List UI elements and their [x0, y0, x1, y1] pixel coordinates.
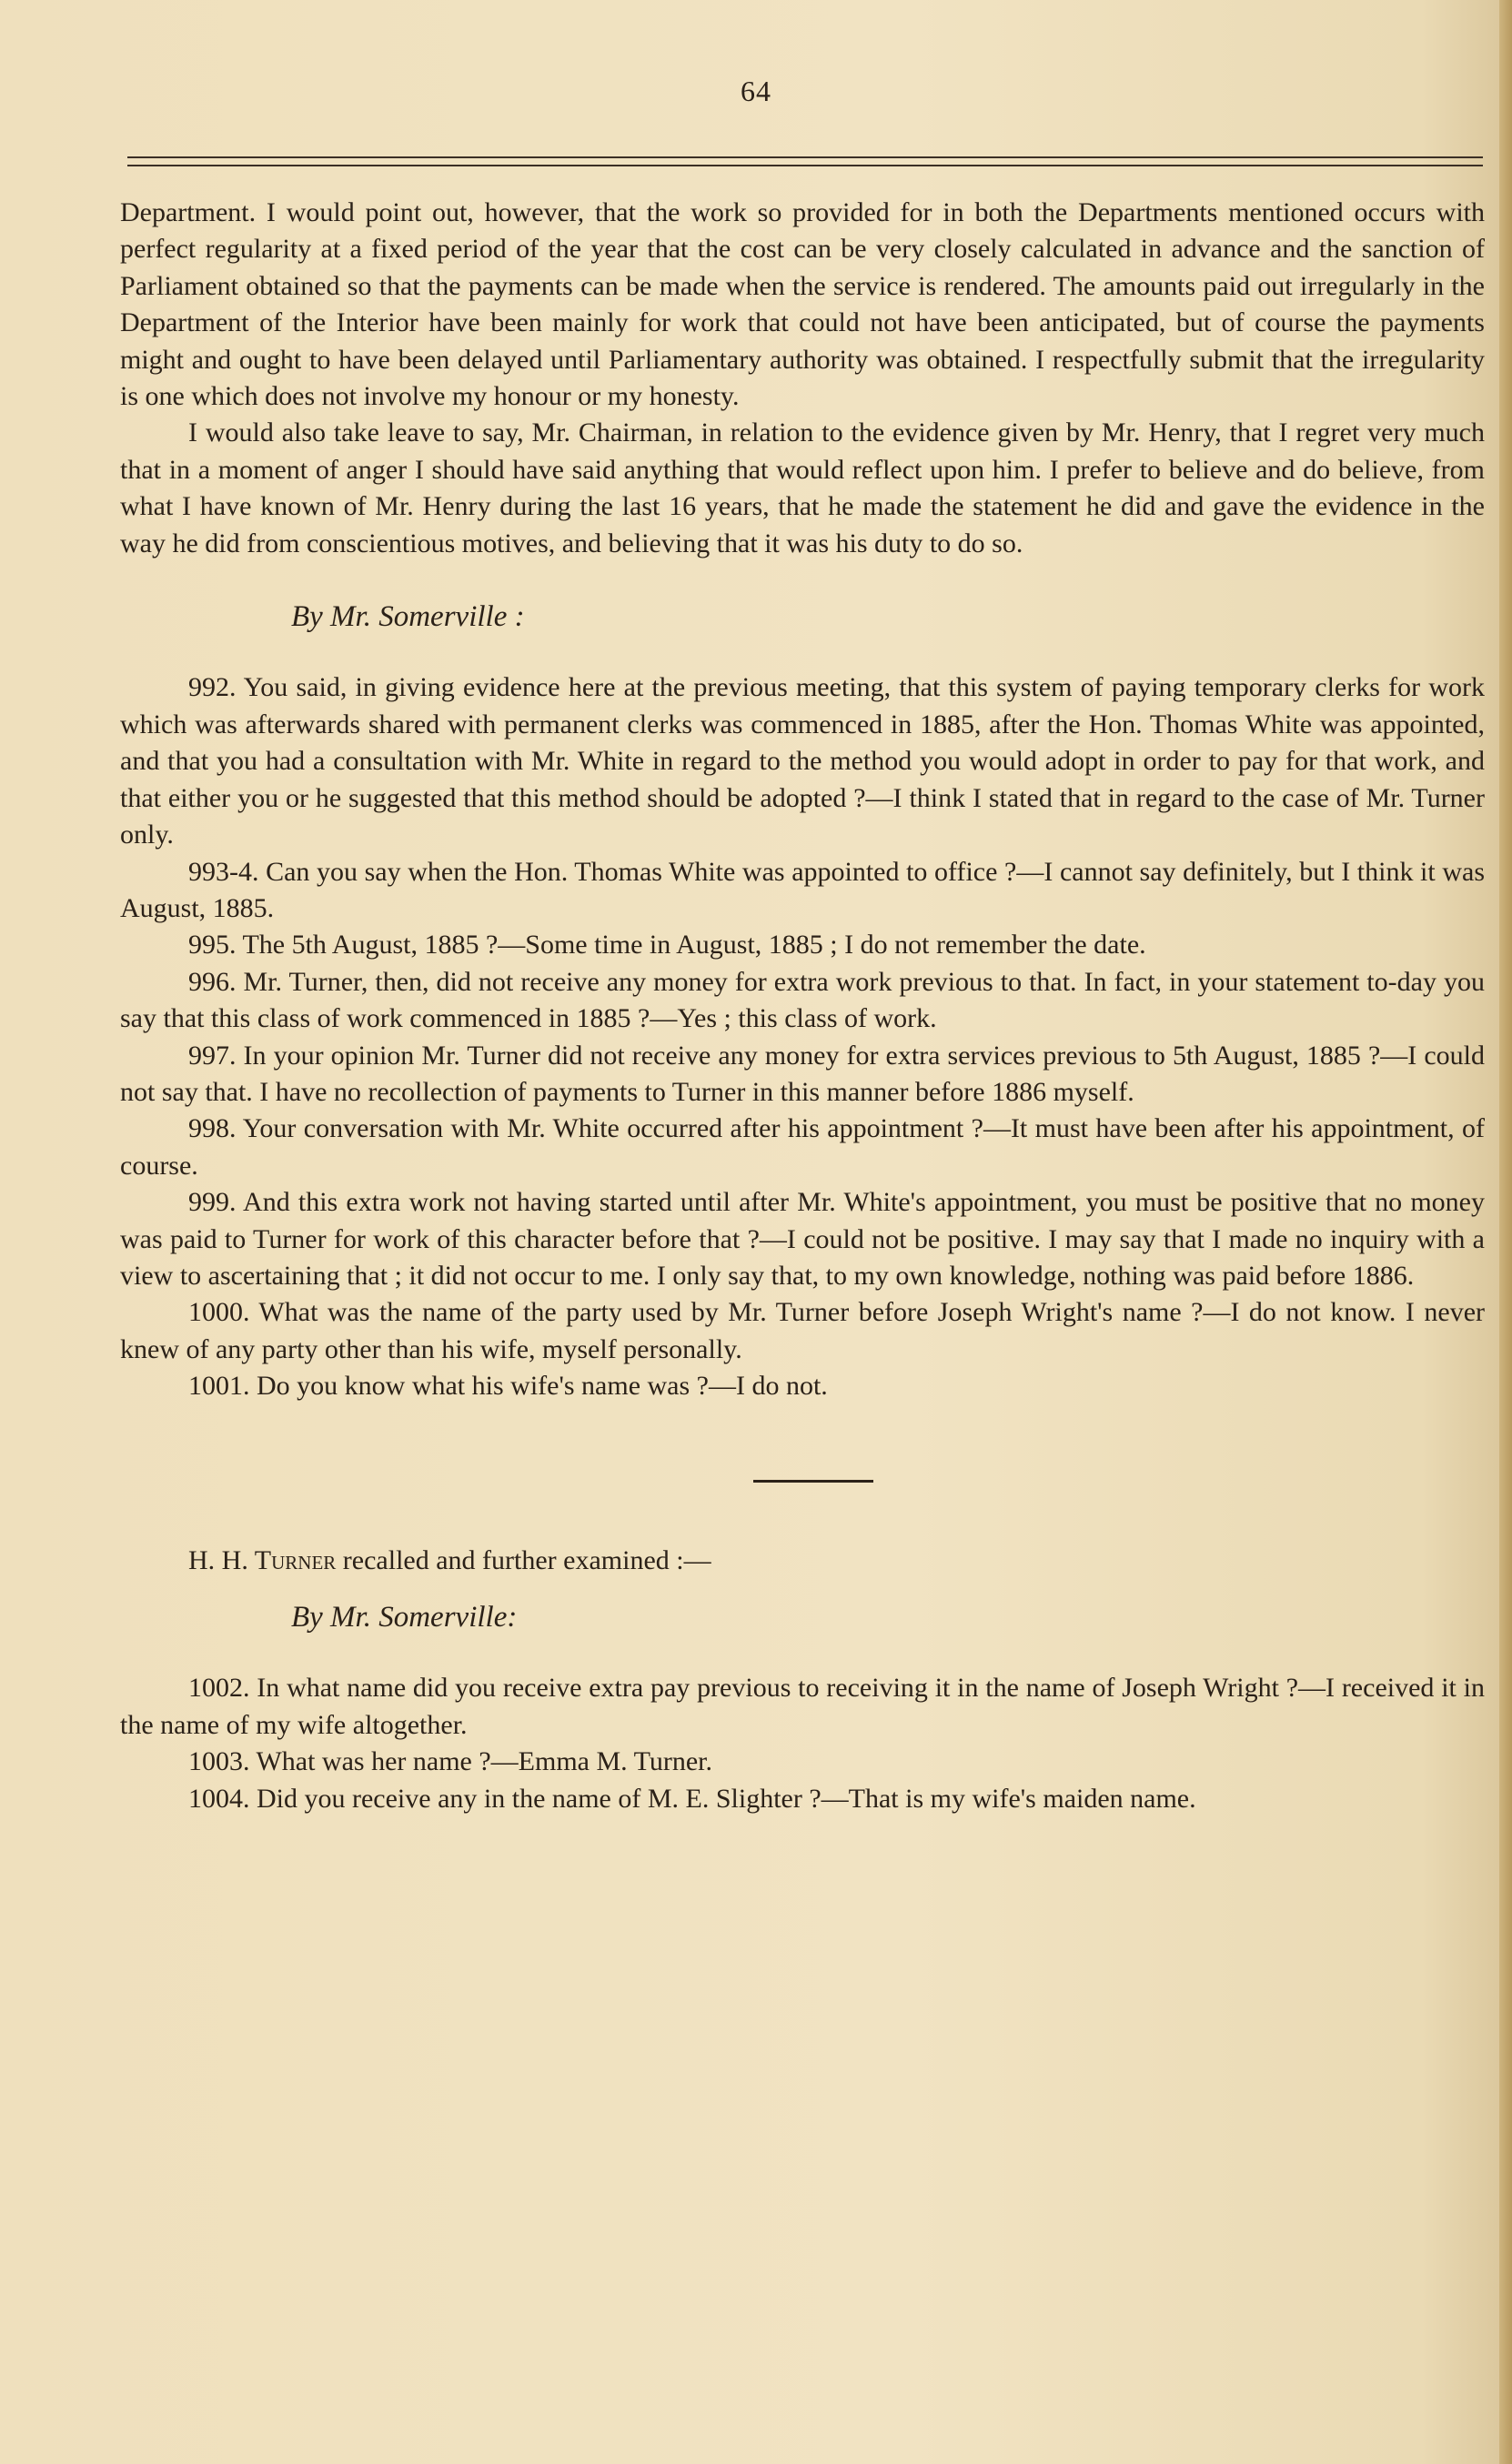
examiner-heading-2: By Mr. Somerville: — [291, 1601, 518, 1634]
page-number: 64 — [741, 75, 771, 107]
question-999: 999. And this extra work not having started until after Mr. White's appointment, you must be positive that no money was paid to Turner for work of this character before that ?—I could not be positive. I may say that I made no inquiry with a view to ascertaining that ; it did not occur to me. I only say that, to my own knowledge, nothing was paid before 1886. — [120, 1187, 1485, 1291]
header-rule-bottom — [127, 165, 1483, 166]
question-1002: 1002. In what name did you receive extra pay previous to receiving it in the name of Joseph Wright ?—I received it in the name of my wife altogether. — [120, 1673, 1485, 1740]
question-1004: 1004. Did you receive any in the name of M. E. Slighter ?—That is my wife's maiden name. — [188, 1783, 1196, 1814]
question-1000: 1000. What was the name of the party used by Mr. Turner before Joseph Wright's name ?—I do not know. I never knew of any party other than his wife, myself personally. — [120, 1297, 1485, 1364]
witness-recalled-line — [120, 1543, 1485, 1579]
question-996: 996. Mr. Turner, then, did not receive any money for extra work previous to that. In fact, in your statement to-day you say that this class of work commenced in 1885 ?—Yes ; this class of work. — [120, 966, 1485, 1034]
examiner-heading: By Mr. Somerville : — [291, 600, 525, 634]
page-edge — [1499, 0, 1512, 2464]
witness-name: H. H. Turner — [188, 1544, 337, 1575]
question-993-4: 993-4. Can you say when the Hon. Thomas White was appointed to office ?—I cannot say definitely, but I think it was August, 1885. — [120, 856, 1485, 923]
header-rule-top — [127, 156, 1483, 158]
paragraph-statement: I would also take leave to say, Mr. Chairman, in relation to the evidence given by Mr. Henry, that I regret very much that in a moment of anger I should have said anything that would reflect upon him. I prefer to believe and do believe, from what I have known of Mr. Henry during the last 16 years, that he made the statement he did and gave the evidence in the way he did from conscientious motives, and believing that it was his duty to do so. — [120, 417, 1485, 558]
paragraph-continuation: Department. I would point out, however, that the work so provided for in both the Departments mentioned occurs with perfect regularity at a fixed period of the year that the cost can be very closely calculated in advance and the sanction of Parliament obtained so that the payments can be made when the service is rendered. The amounts paid out irregularly in the Department of the Interior have been mainly for work that could not have been anticipated, but of course the payments might and ought to have been delayed until Parliamentary authority was obtained. I respectfully submit that the irregularity is one which does not involve my honour or my honesty. — [120, 197, 1485, 412]
page-body — [120, 195, 1485, 1817]
witness-recalled-text: recalled and further examined :— — [336, 1544, 711, 1575]
question-997: 997. In your opinion Mr. Turner did not receive any money for extra services previous to 5th August, 1885 ?—I could not say that. I have no recollection of payments to Turner in this manner before 1886 myself. — [120, 1040, 1485, 1107]
question-1001: 1001. Do you know what his wife's name was ?—I do not. — [188, 1371, 828, 1402]
section-divider — [753, 1480, 873, 1483]
question-1003: 1003. What was her name ?—Emma M. Turner. — [188, 1746, 713, 1777]
question-995: 995. The 5th August, 1885 ?—Some time in August, 1885 ; I do not remember the date. — [188, 930, 1146, 960]
question-998: 998. Your conversation with Mr. White occurred after his appointment ?—It must have been after his appointment, of course. — [120, 1113, 1485, 1181]
question-992: 992. You said, in giving evidence here at the previous meeting, that this system of paying temporary clerks for work which was afterwards shared with permanent clerks was commenced in 1885, after the Hon. Thomas White was appointed, and that you had a consultation with Mr. White in regard to the method you would adopt in order to pay for that work, and that either you or he suggested that this method should be adopted ?—I think I stated that in regard to the case of Mr. Turner only. — [120, 672, 1485, 850]
